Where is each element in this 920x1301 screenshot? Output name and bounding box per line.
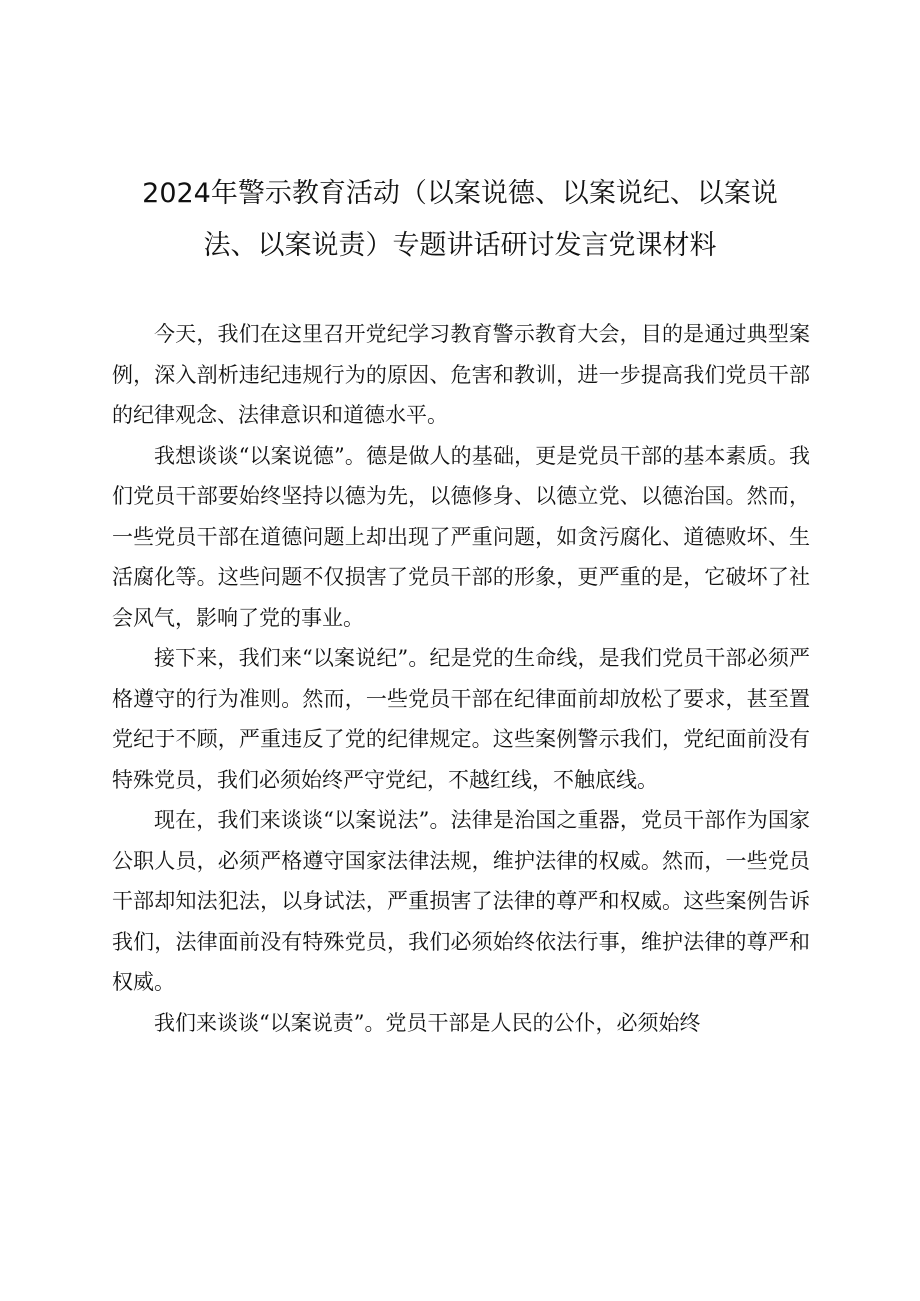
document-title: [110, 168, 810, 272]
paragraph-morality: 我想谈谈“以案说德”。德是做人的基础，更是党员干部的基本素质。我们党员干部要始终坚持以德为先，以德修身、以德立党、以德治国。然而，一些党员干部在道德问题上却出现了严重问题，如贪污腐化、道德败坏、生活腐化等。这些问题不仅损害了党员干部的形象，更严重的是，它破坏了社会风气，影响了党的事业。: [112, 443, 810, 630]
title-line-2: 法、以案说责）专题讲话研讨发言党课材料: [203, 230, 717, 261]
title-line-1: 2024年警示教育活动（以案说德、以案说纪、以案说: [142, 178, 778, 209]
paragraph-law: 现在，我们来谈谈“以案说法”。法律是治国之重器，党员干部作为国家公职人员，必须严格遵守国家法律法规，维护法律的权威。然而，一些党员干部却知法犯法，以身试法，严重损害了法律的尊严和权威。这些案例告诉我们，法律面前没有特殊党员，我们必须始终依法行事，维护法律的尊严和权威。: [112, 808, 810, 994]
paragraph-responsibility: 我们来谈谈“以案说责”。党员干部是人民的公仆，必须始终: [154, 1010, 701, 1035]
paragraph-discipline: 接下来，我们来“以案说纪”。纪是党的生命线，是我们党员干部必须严格遵守的行为准则。然而，一些党员干部在纪律面前却放松了要求，甚至置党纪于不顾，严重违反了党的纪律规定。这些案例警示我们，党纪面前没有特殊党员，我们必须始终严守党纪，不越红线，不触底线。: [112, 646, 810, 792]
document-body: [112, 314, 810, 1043]
paragraph-intro: 今天，我们在这里召开党纪学习教育警示教育大会，目的是通过典型案例，深入剖析违纪违规行为的原因、危害和教训，进一步提高我们党员干部的纪律观念、法律意识和道德水平。: [112, 322, 810, 427]
